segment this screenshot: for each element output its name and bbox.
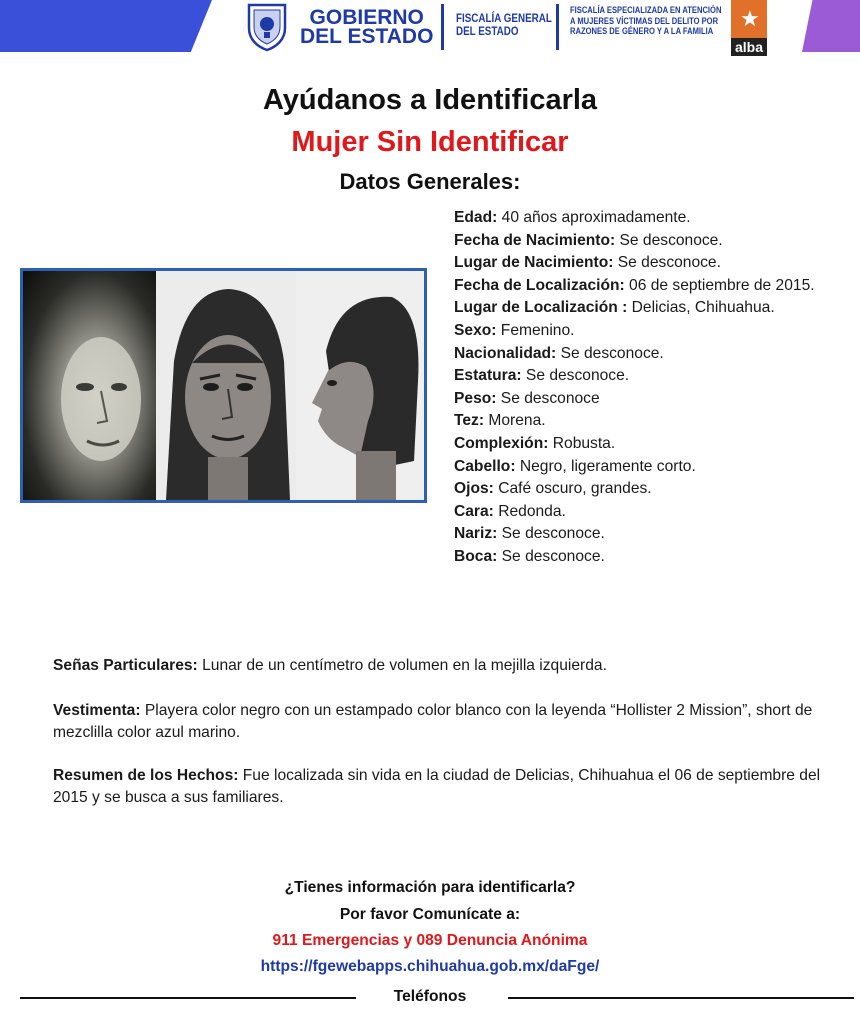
fiscalia-line1: FISCALÍA GENERAL (456, 11, 552, 25)
vestimenta: Vestimenta: Playera color negro con un estampado color blanco con la leyenda “Hollister 2 Mission”, short de mezclilla color azul marino. (53, 702, 813, 741)
dato-ojos: Ojos: Café oscuro, grandes. (454, 480, 652, 498)
alba-figure-icon: ★ (740, 6, 760, 31)
state-shield-icon (246, 2, 288, 52)
fem-line1: FISCALÍA ESPECIALIZADA EN ATENCIÓN (570, 5, 722, 16)
page-title: Ayúdanos a Identificarla (262, 84, 598, 116)
photo-panel-profile-sketch (296, 271, 424, 500)
photo-panel-frontal-sketch (156, 271, 296, 500)
datos-generales-list (454, 207, 834, 569)
emergency-numbers: 911 Emergencias y 089 Denuncia Anónima (272, 932, 588, 949)
header-purple-band (802, 0, 860, 52)
dato-boca: Boca: Se desconoce. (454, 547, 605, 565)
resumen-hechos: Resumen de los Hechos: Fue localizada sin vida en la ciudad de Delicias, Chihuahua el 06 de septiembre del 2015 y se busca a sus familiares. (53, 767, 821, 806)
dato-tez: Tez: Morena. (454, 412, 546, 430)
dato-estatura: Estatura: Se desconoce. (454, 367, 630, 385)
header-blue-band (0, 0, 212, 52)
dato-cabello: Cabello: Negro, ligeramente corto. (454, 457, 696, 475)
gobierno-line2: DEL ESTADO (300, 25, 434, 48)
fiscalia-logo-text (456, 12, 552, 38)
contact-please: Por favor Comunícate a: (339, 906, 521, 923)
footer-rule-right (508, 997, 854, 999)
dato-nariz: Nariz: Se desconoce. (454, 525, 605, 543)
header-divider (441, 4, 444, 50)
dato-edad: Edad: 40 años aproximadamente. (454, 209, 691, 226)
gobierno-line1: GOBIERNO (309, 6, 424, 29)
gobierno-logo-text (300, 8, 433, 46)
dato-lugar-localizacion: Lugar de Localización : Delicias, Chihuahua. (454, 299, 775, 317)
contact-question: ¿Tienes información para identificarla? (284, 879, 576, 896)
dato-peso: Peso: Se desconoce (454, 389, 600, 407)
header-banner (0, 0, 860, 60)
page-subtitle: Mujer Sin Identificar (291, 126, 569, 158)
fem-line2: A MUJERES VÍCTIMAS DEL DELITO POR (570, 15, 719, 27)
section-heading: Datos Generales: (339, 169, 521, 194)
alba-logo-text: alba (731, 38, 767, 56)
fem-logo-text (570, 6, 721, 38)
header-divider (556, 4, 559, 50)
fiscalia-line2: DEL ESTADO (456, 24, 519, 38)
dato-fecha-nacimiento: Fecha de Nacimiento: Se desconoce. (454, 231, 723, 249)
alba-logo (731, 0, 767, 56)
dato-lugar-nacimiento: Lugar de Nacimiento: Se desconoce. (454, 254, 721, 272)
dato-fecha-localizacion: Fecha de Localización: 06 de septiembre de 2015. (454, 276, 815, 294)
dato-complexion: Complexión: Robusta. (454, 434, 616, 452)
dato-sexo: Sexo: Femenino. (454, 321, 575, 339)
phones-heading: Teléfonos (393, 988, 467, 1005)
dato-cara: Cara: Redonda. (454, 502, 566, 520)
senas-particulares: Señas Particulares: Lunar de un centímetro de volumen en la mejilla izquierda. (53, 657, 607, 674)
dato-nacionalidad: Nacionalidad: Se desconoce. (454, 344, 664, 362)
identikit-photo (20, 268, 427, 503)
fem-line3: RAZONES DE GÉNERO Y A LA FAMILIA (570, 26, 714, 37)
photo-panel-frontal-left (23, 271, 156, 500)
contact-url-link[interactable]: https://fgewebapps.chihuahua.gob.mx/daFge/ (260, 958, 600, 975)
